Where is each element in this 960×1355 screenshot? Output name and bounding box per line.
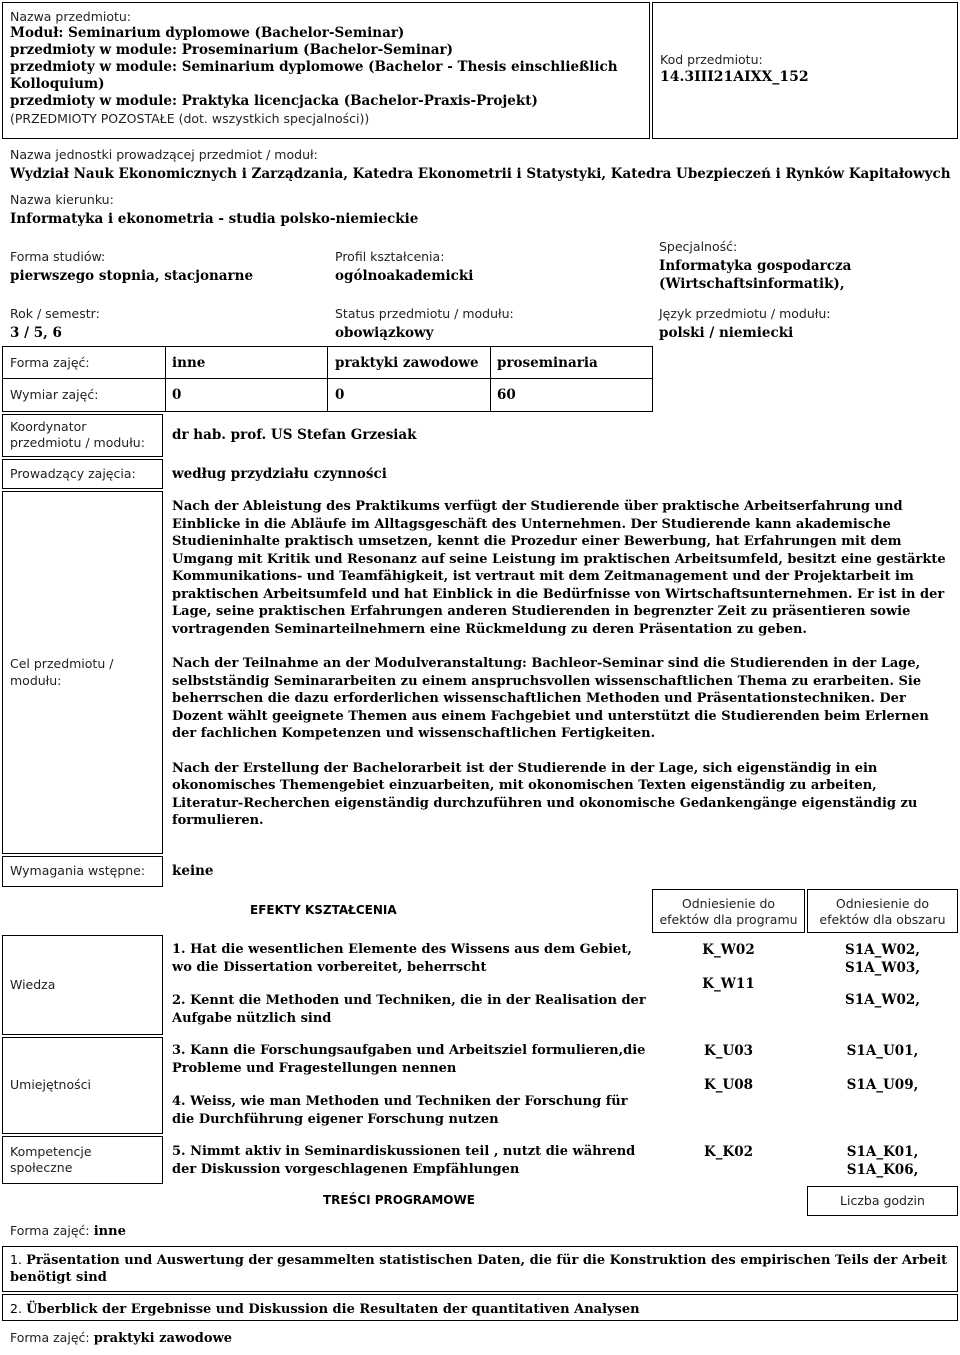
class-hours-value: 60 <box>497 387 516 403</box>
class-hours-value: 0 <box>172 387 182 403</box>
contents-form-prefix: Forma zajęć: <box>10 1330 90 1345</box>
area-ref: S1A_K01, <box>846 1144 919 1160</box>
effect-item: 2. Kennt die Methoden und Techniken, die in der Realisation der Aufgabe nützlich sind <box>172 993 646 1026</box>
area-ref: S1A_K06, <box>846 1162 919 1178</box>
contents-item-num: 1. <box>10 1252 22 1267</box>
program-ref: K_U03 <box>703 1043 754 1059</box>
contents-item-text: Präsentation und Auswertung der gesammelten statistischen Daten, die für die Konstruktion des empirischen Teils der Arbeit benötigt sind <box>10 1253 948 1285</box>
study-form-block <box>10 249 320 286</box>
class-form-value: praktyki zawodowe <box>335 355 479 371</box>
coordinator-label-line: Koordynator <box>10 419 87 434</box>
knowledge-label: Wiedza <box>10 976 56 992</box>
contents-form-value: inne <box>93 1224 126 1239</box>
area-ref-line: Odniesienie do <box>835 896 930 911</box>
program-ref-line: efektów dla programu <box>659 912 798 928</box>
teachers-value: według przydziału czynności <box>172 466 387 482</box>
coordinator-value: dr hab. prof. US Stefan Grzesiak <box>172 427 417 443</box>
contents-item-text: Überblick der Ergebnisse und Diskussion die Resultaten der quantitativen Analysen <box>26 1302 640 1317</box>
year-label: Rok / semestr: <box>10 306 100 321</box>
goal-paragraph: Nach der Teilnahme an der Modulveranstaltung: Bachleor-Seminar sind die Studierenden in der Lage, selbstständig Seminararbeiten zu einem anspruchsvollen wissenschaftlichen Thema zu erarbeiten. Sie beherrschen die dazu erforderlichen wissenschaftlichen Methoden und Präsentationstechniken. Der Dozent wählt geeignete Themen aus einem Fachgebiet und unterstützt die Studierenden beim Erlernen der fachlichen Kompetenzen und wissenschaftlichen Fertigkeiten. <box>172 656 929 741</box>
skills-label: Umiejętności <box>10 1077 91 1093</box>
module-line: przedmioty w module: Praktyka licencjacka (Bachelor-Praxis-Projekt) <box>10 93 538 110</box>
class-form-label: Forma zajęć: <box>10 355 90 370</box>
prerequisites-label: Wymagania wstępne: <box>10 863 146 878</box>
coordinator-label-line: przedmiotu / modułu: <box>10 435 145 451</box>
effect-item: 4. Weiss, wie man Methoden und Techniken der Forschung für die Durchführung eigener Forschung nutzen <box>172 1094 628 1127</box>
knowledge-items <box>172 941 647 1027</box>
social-items <box>172 1143 647 1178</box>
status-label: Status przedmiotu / modułu: <box>335 306 514 321</box>
program-ref-line: Odniesienie do <box>681 896 776 911</box>
other-courses-note: (PRZEDMIOTY POZOSTAŁE (dot. wszystkich specjalności)) <box>10 111 370 127</box>
divider <box>490 346 491 412</box>
field-block <box>10 192 955 229</box>
goal-label-line: Cel przedmiotu / <box>10 656 114 672</box>
course-name-label: Nazwa przedmiotu: <box>10 9 132 24</box>
knowledge-program-refs <box>652 941 805 993</box>
divider <box>165 346 166 412</box>
area-ref: S1A_U01, <box>846 1043 919 1059</box>
class-form-value: inne <box>172 355 206 371</box>
effects-title: EFEKTY KSZTAŁCENIA <box>250 903 397 917</box>
area-ref-header <box>807 889 958 933</box>
contents-item-num: 2. <box>10 1301 22 1316</box>
goal-paragraph: Nach der Ableistung des Praktikums verfügt der Studierende über praktische Arbeitserfahrung und Einblicke in die Abläufe im Alltagsgeschäft des Unternehmen. Der Studierende kann akademische Studieninhalte praktisch umsetzen, kennt die Prozedur einer Bewerbung, hat Erfahrungen mit dem Umgang mit Kritik und Resonanz auf seine Leistung im praktischen Arbeitsumfeld, besitzt eine gestärkte Kommunikations- und Teamfähigkeit, ist vertraut mit dem Zeitmanagement und der Projektarbeit im praktischen Arbeitsumfeld und hat Einblick in die Bedürfnisse von Wirtschaftsunternehmen. Er ist in der Lage, seine praktischen Erfahrungen anderen Studierenden in begrenzter Zeit zu präsentieren sowie vortragenden Seminarteilnehmern eine Rückmeldung zu deren Präsentation zu geben. <box>172 499 946 637</box>
knowledge-area-refs <box>807 941 958 1009</box>
program-ref-header <box>652 889 805 933</box>
prerequisites-value: keine <box>172 863 214 879</box>
skills-items <box>172 1042 647 1128</box>
unit-label: Nazwa jednostki prowadzącej przedmiot / moduł: <box>10 147 318 162</box>
year-block <box>10 306 320 343</box>
field-value: Informatyka i ekonometria - studia polsko-niemieckie <box>10 211 419 228</box>
study-form-value: pierwszego stopnia, stacjonarne <box>10 268 254 285</box>
skills-label-cell <box>2 1037 163 1134</box>
contents-item-row <box>2 1294 958 1321</box>
specialty-label: Specjalność: <box>659 239 738 254</box>
program-ref: K_W11 <box>702 976 755 992</box>
knowledge-label-cell <box>2 935 163 1035</box>
profile-value: ogólnoakademicki <box>335 268 474 285</box>
profile-label: Profil kształcenia: <box>335 249 445 264</box>
contents-item-row <box>2 1246 958 1292</box>
social-label: Kompetencje społeczne <box>10 1143 92 1175</box>
specialty-value-line: Informatyka gospodarcza <box>659 258 852 275</box>
module-line: przedmioty w module: Proseminarium (Bachelor-Seminar) <box>10 42 454 59</box>
specialty-block <box>659 239 955 293</box>
area-ref: S1A_W03, <box>844 960 920 976</box>
effect-item: 5. Nimmt aktiv in Seminardiskussionen teil , nutzt die während der Diskussion vorgeschlagenen Empfählungen <box>172 1144 636 1177</box>
program-ref: K_W02 <box>702 942 755 958</box>
area-ref-line: efektów dla obszaru <box>819 912 946 928</box>
specialty-value-line: (Wirtschaftsinformatik), <box>659 275 845 292</box>
contents-form-inne <box>10 1223 126 1241</box>
course-code-value: 14.3III21AIXX_152 <box>660 69 809 86</box>
course-code-cell <box>652 2 958 139</box>
class-form-value: proseminaria <box>497 355 598 371</box>
contents-form-prefix: Forma zajęć: <box>10 1223 90 1238</box>
class-hours-label: Wymiar zajęć: <box>10 387 99 402</box>
divider <box>652 346 653 412</box>
module-line: przedmioty w module: Seminarium dyplomowe (Bachelor - Thesis einschließlich <box>10 59 618 76</box>
contents-hours-label: Liczba godzin <box>840 1193 925 1208</box>
module-line: Moduł: Seminarium dyplomowe (Bachelor-Seminar) <box>10 25 405 42</box>
area-ref: S1A_W02, <box>844 942 920 958</box>
profile-block <box>335 249 645 286</box>
language-value: polski / niemiecki <box>659 325 794 342</box>
goal-label-cell <box>2 491 163 854</box>
area-ref: S1A_U09, <box>846 1077 919 1093</box>
class-hours-value: 0 <box>335 387 345 403</box>
social-label-cell <box>2 1136 163 1184</box>
contents-title: TREŚCI PROGRAMOWE <box>323 1193 475 1207</box>
language-block <box>659 306 955 343</box>
area-ref: S1A_W02, <box>844 992 920 1008</box>
goal-label-line: modułu: <box>10 672 62 688</box>
field-label: Nazwa kierunku: <box>10 192 114 207</box>
unit-value: Wydział Nauk Ekonomicznych i Zarządzania, Katedra Ekonometrii i Statystyki, Katedra Ubezpieczeń i Rynków Kapitałowych <box>10 166 951 183</box>
coordinator-label-cell <box>2 414 163 457</box>
status-value: obowiązkowy <box>335 325 434 342</box>
divider <box>327 346 328 412</box>
prerequisites-label-cell <box>2 856 163 887</box>
teachers-label: Prowadzący zajęcia: <box>10 466 136 481</box>
study-form-label: Forma studiów: <box>10 249 106 264</box>
effect-item: 1. Hat die wesentlichen Elemente des Wissens aus dem Gebiet, wo die Dissertation vorbereitet, beherrscht <box>172 942 632 975</box>
program-ref: K_K02 <box>703 1144 753 1160</box>
language-label: Język przedmiotu / modułu: <box>659 306 831 321</box>
teachers-label-cell <box>2 459 163 489</box>
status-block <box>335 306 645 343</box>
skills-program-refs <box>652 1042 805 1094</box>
program-ref: K_U08 <box>703 1077 754 1093</box>
contents-form-practice <box>10 1330 232 1348</box>
contents-form-value: praktyki zawodowe <box>93 1331 233 1346</box>
social-program-refs <box>652 1143 805 1161</box>
skills-area-refs <box>807 1042 958 1094</box>
contents-hours-header <box>807 1186 958 1216</box>
social-area-refs <box>807 1143 958 1179</box>
year-value: 3 / 5, 6 <box>10 325 62 342</box>
effect-item: 3. Kann die Forschungsaufgaben und Arbeitsziel formulieren,die Probleme und Fragestellungen nennen <box>172 1043 646 1076</box>
goal-paragraph: Nach der Erstellung der Bachelorarbeit ist der Studierende in der Lage, sich eigenständig in ein okonomisches Themengebiet einzuarbeiten, mit okonomischen Texten eigenständig zu arbeiten, Literatur-Recherchen eigenständig durchzuführen und okonomische Gedankengänge eigenständig zu formulieren. <box>172 760 918 828</box>
goal-text <box>172 498 950 830</box>
module-line: Kolloquium) <box>10 76 105 93</box>
course-code-label: Kod przedmiotu: <box>660 52 763 67</box>
unit-block <box>10 147 955 184</box>
course-name-cell <box>2 2 650 139</box>
